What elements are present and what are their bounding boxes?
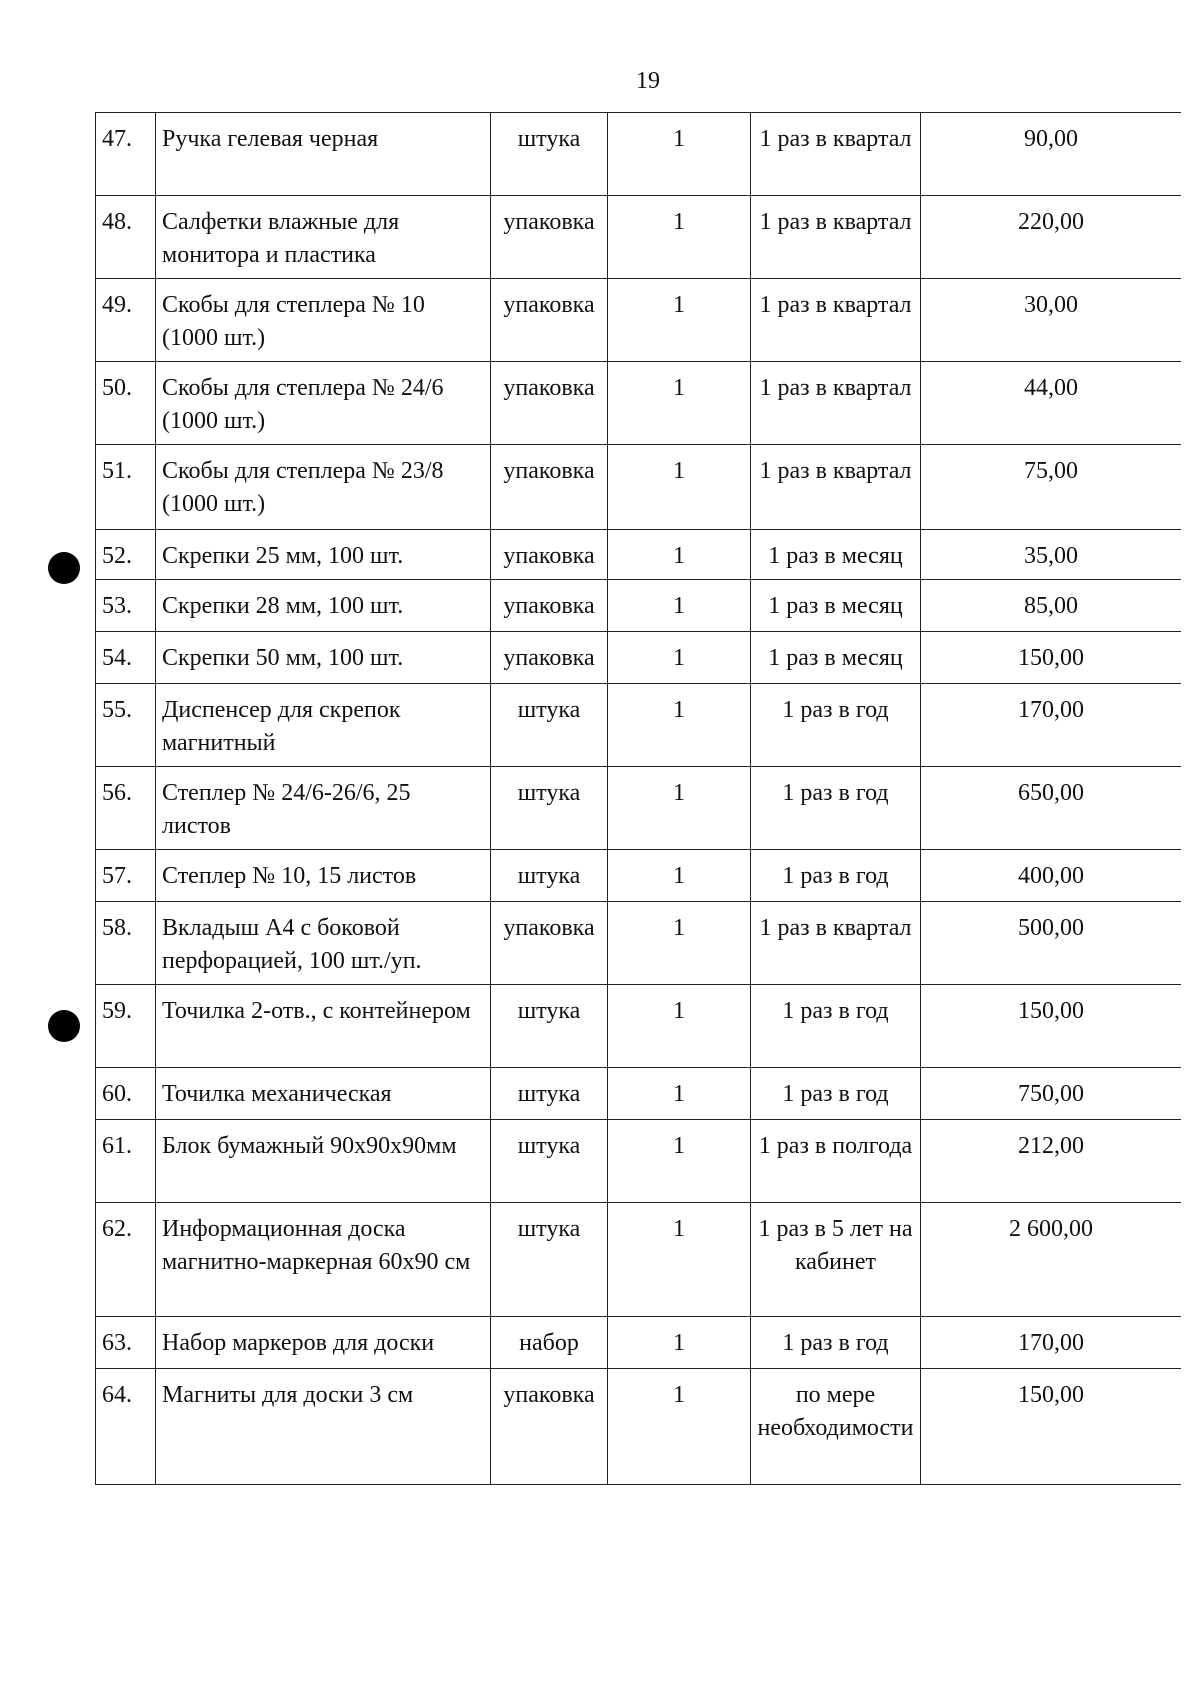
item-frequency: 1 раз в квартал [751,196,921,279]
row-number: 60. [96,1068,156,1120]
item-frequency: 1 раз в квартал [751,902,921,985]
item-price: 90,00 [921,113,1182,196]
item-quantity: 1 [608,1203,751,1317]
item-price: 650,00 [921,767,1182,850]
item-name: Вкладыш А4 с боковой перфорацией, 100 шт./уп. [156,902,491,985]
item-price: 35,00 [921,530,1182,580]
row-number: 47. [96,113,156,196]
item-unit: штука [491,767,608,850]
item-quantity: 1 [608,684,751,767]
item-name: Диспенсер для скрепок магнитный [156,684,491,767]
row-number: 52. [96,530,156,580]
table-row [96,985,1182,1068]
table-row [96,1317,1182,1369]
supplies-table [95,112,1181,1485]
item-price: 220,00 [921,196,1182,279]
item-price: 30,00 [921,279,1182,362]
row-number: 62. [96,1203,156,1317]
item-frequency: 1 раз в год [751,684,921,767]
row-number: 51. [96,445,156,530]
item-unit: упаковка [491,445,608,530]
item-price: 2 600,00 [921,1203,1182,1317]
item-unit: штука [491,113,608,196]
item-unit: упаковка [491,580,608,632]
item-frequency: 1 раз в месяц [751,632,921,684]
item-price: 150,00 [921,985,1182,1068]
item-quantity: 1 [608,362,751,445]
item-frequency: 1 раз в квартал [751,113,921,196]
item-price: 85,00 [921,580,1182,632]
binder-hole-mark [48,1010,80,1042]
item-unit: упаковка [491,902,608,985]
binder-hole-mark [48,552,80,584]
item-name: Скрепки 50 мм, 100 шт. [156,632,491,684]
item-quantity: 1 [608,1068,751,1120]
table-row [96,113,1182,196]
item-quantity: 1 [608,1120,751,1203]
item-name: Скобы для степлера № 24/6 (1000 шт.) [156,362,491,445]
item-unit: упаковка [491,632,608,684]
row-number: 54. [96,632,156,684]
item-price: 400,00 [921,850,1182,902]
item-name: Скрепки 28 мм, 100 шт. [156,580,491,632]
row-number: 50. [96,362,156,445]
item-frequency: 1 раз в месяц [751,530,921,580]
row-number: 63. [96,1317,156,1369]
item-name: Набор маркеров для доски [156,1317,491,1369]
item-frequency: 1 раз в 5 лет на кабинет [751,1203,921,1317]
item-name: Салфетки влажные для монитора и пластика [156,196,491,279]
item-price: 75,00 [921,445,1182,530]
table-row [96,850,1182,902]
table-row [96,684,1182,767]
row-number: 56. [96,767,156,850]
item-name: Скобы для степлера № 23/8 (1000 шт.) [156,445,491,530]
table-row [96,362,1182,445]
table-row [96,1203,1182,1317]
item-quantity: 1 [608,445,751,530]
item-frequency: 1 раз в квартал [751,279,921,362]
item-unit: упаковка [491,530,608,580]
item-price: 44,00 [921,362,1182,445]
table-row [96,767,1182,850]
item-price: 170,00 [921,684,1182,767]
item-quantity: 1 [608,196,751,279]
item-quantity: 1 [608,1369,751,1485]
item-price: 150,00 [921,632,1182,684]
item-name: Ручка гелевая черная [156,113,491,196]
item-frequency: 1 раз в год [751,1317,921,1369]
item-price: 212,00 [921,1120,1182,1203]
item-unit: штука [491,1120,608,1203]
table-row [96,445,1182,530]
item-quantity: 1 [608,985,751,1068]
row-number: 57. [96,850,156,902]
row-number: 58. [96,902,156,985]
item-unit: штука [491,1203,608,1317]
item-price: 750,00 [921,1068,1182,1120]
item-unit: набор [491,1317,608,1369]
item-unit: штука [491,1068,608,1120]
table-row [96,1068,1182,1120]
row-number: 53. [96,580,156,632]
item-price: 500,00 [921,902,1182,985]
table-row [96,902,1182,985]
row-number: 55. [96,684,156,767]
item-name: Блок бумажный 90х90х90мм [156,1120,491,1203]
item-quantity: 1 [608,530,751,580]
table-row [96,1120,1182,1203]
item-quantity: 1 [608,902,751,985]
item-name: Информационная доска магнитно-маркерная 60х90 см [156,1203,491,1317]
item-quantity: 1 [608,632,751,684]
item-quantity: 1 [608,1317,751,1369]
item-name: Степлер № 10, 15 листов [156,850,491,902]
row-number: 61. [96,1120,156,1203]
item-name: Степлер № 24/6-26/6, 25 листов [156,767,491,850]
item-quantity: 1 [608,767,751,850]
item-unit: штука [491,850,608,902]
row-number: 48. [96,196,156,279]
item-name: Точилка механическая [156,1068,491,1120]
item-unit: упаковка [491,362,608,445]
item-frequency: 1 раз в месяц [751,580,921,632]
table-row [96,196,1182,279]
item-price: 170,00 [921,1317,1182,1369]
row-number: 59. [96,985,156,1068]
item-frequency: 1 раз в год [751,1068,921,1120]
item-frequency: 1 раз в квартал [751,362,921,445]
item-frequency: по мере необходимости [751,1369,921,1485]
item-frequency: 1 раз в год [751,985,921,1068]
item-frequency: 1 раз в квартал [751,445,921,530]
item-name: Точилка 2-отв., с контейнером [156,985,491,1068]
item-price: 150,00 [921,1369,1182,1485]
item-quantity: 1 [608,113,751,196]
item-frequency: 1 раз в полгода [751,1120,921,1203]
item-unit: упаковка [491,279,608,362]
item-unit: штука [491,985,608,1068]
item-frequency: 1 раз в год [751,850,921,902]
item-quantity: 1 [608,279,751,362]
table-row [96,530,1182,580]
item-name: Скобы для степлера № 10 (1000 шт.) [156,279,491,362]
item-unit: упаковка [491,1369,608,1485]
item-quantity: 1 [608,850,751,902]
item-name: Магниты для доски 3 см [156,1369,491,1485]
table-row [96,279,1182,362]
page-number: 19 [636,68,660,94]
row-number: 64. [96,1369,156,1485]
item-unit: упаковка [491,196,608,279]
item-name: Скрепки 25 мм, 100 шт. [156,530,491,580]
table-row [96,1369,1182,1485]
item-quantity: 1 [608,580,751,632]
table-row [96,580,1182,632]
table-row [96,632,1182,684]
item-frequency: 1 раз в год [751,767,921,850]
item-unit: штука [491,684,608,767]
row-number: 49. [96,279,156,362]
